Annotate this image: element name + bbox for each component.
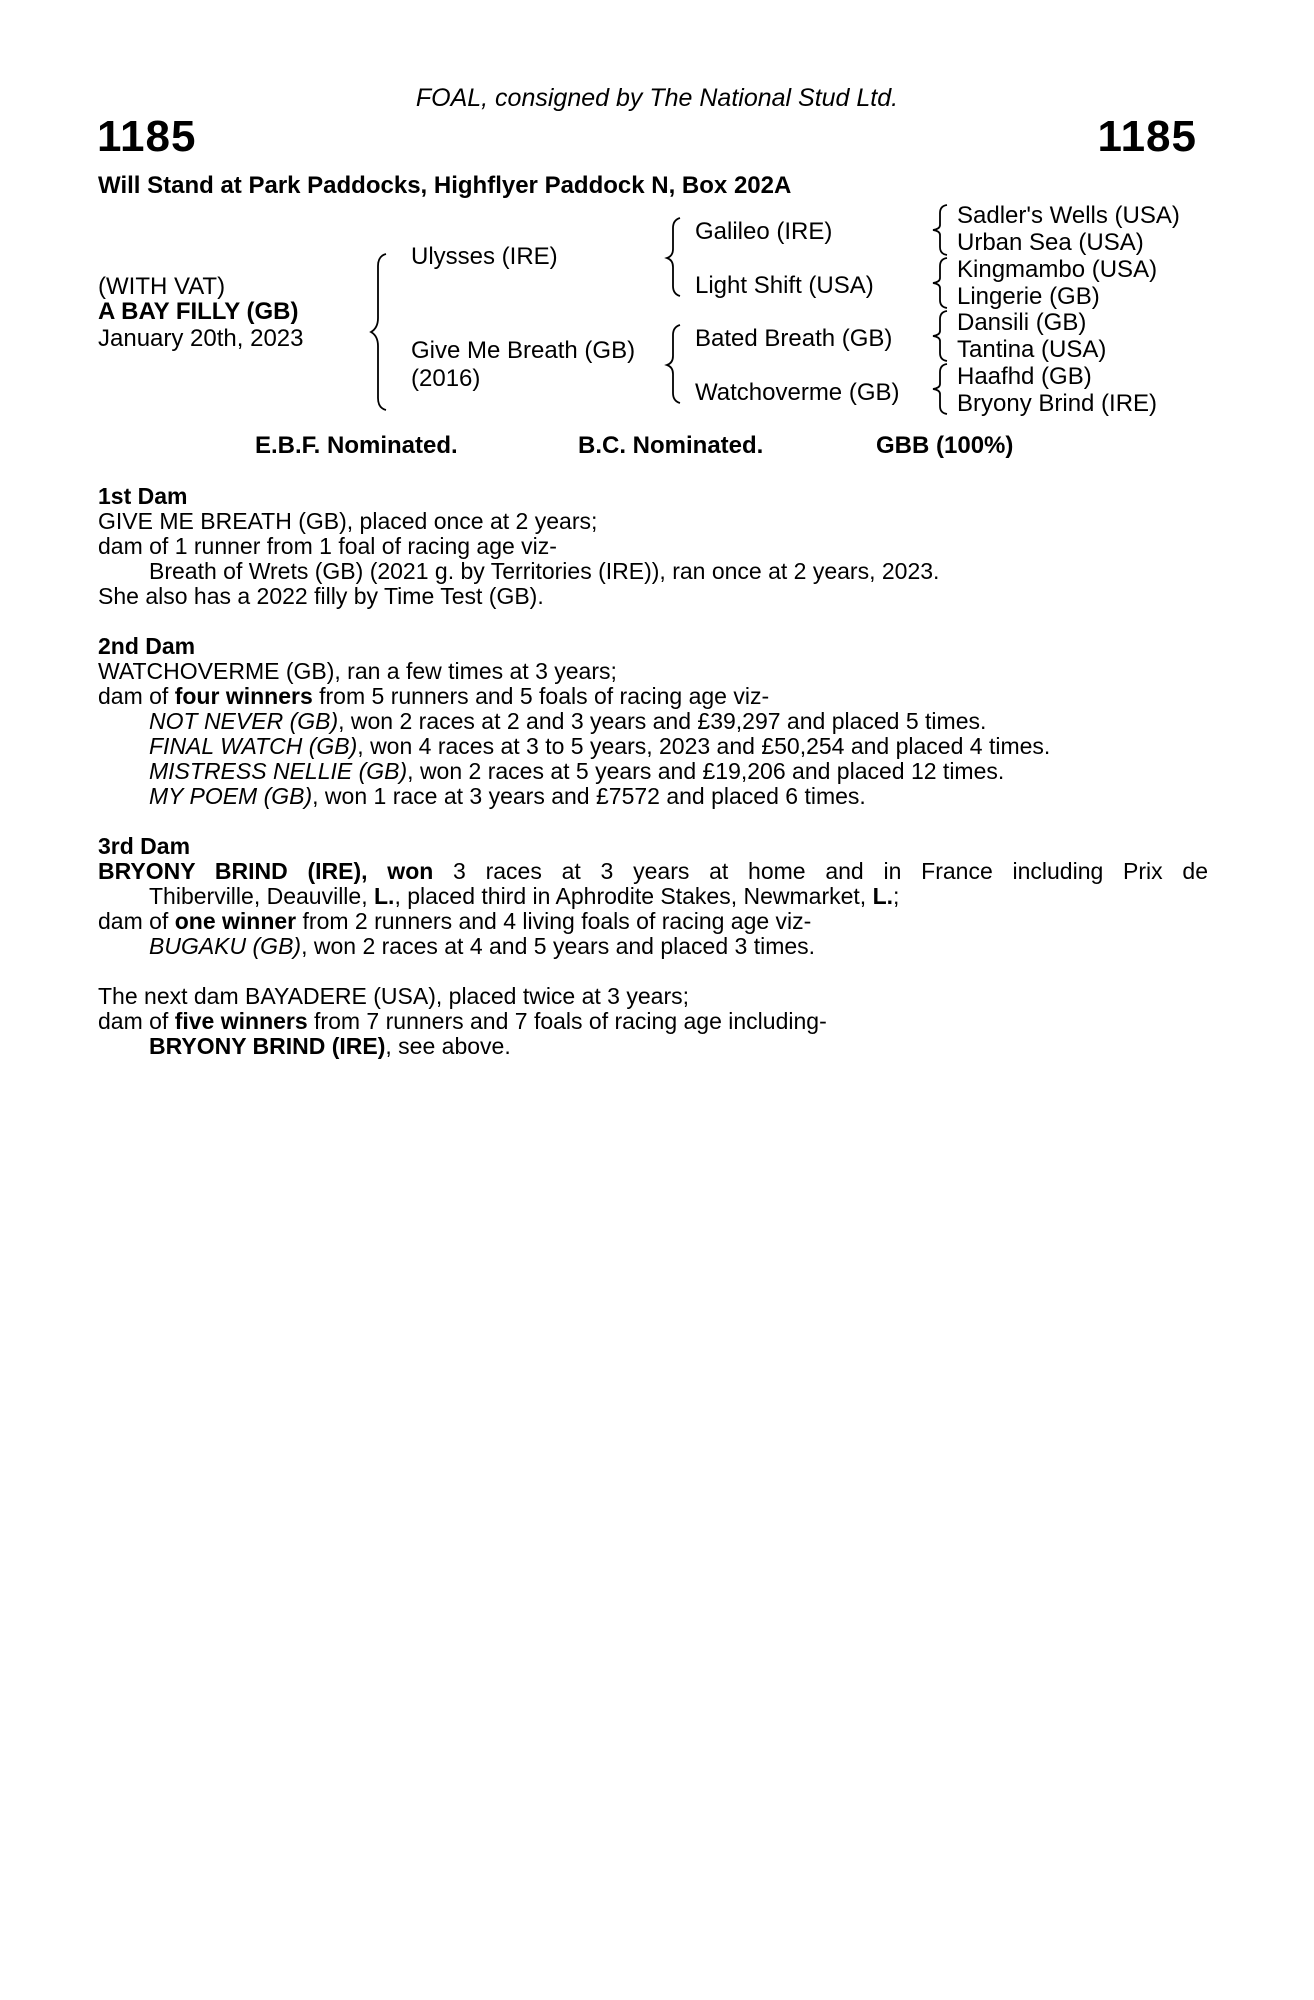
progeny-record: , won 1 race at 3 years and £7572 and placed 6 times.: [312, 783, 866, 809]
ggp-haafhd: Haafhd (GB): [957, 363, 1092, 390]
second-dam-heading: 2nd Dam: [98, 633, 196, 659]
sire: Ulysses (IRE): [411, 243, 558, 270]
stand-location: Will Stand at Park Paddocks, Highflyer Paddock N, Box 202A: [98, 172, 792, 199]
progeny-name: MISTRESS NELLIE (GB): [149, 758, 408, 784]
text: from 2 runners and 4 living foals of racing age viz-: [296, 908, 812, 934]
progeny-record: , won 2 races at 4 and 5 years and placed 3 times.: [301, 933, 816, 959]
first-dam-heading: 1st Dam: [98, 483, 188, 509]
progeny-record: , won 2 races at 5 years and £19,206 and placed 12 times.: [407, 758, 1005, 784]
pedigree-brace-4: [932, 203, 950, 257]
second-dam-line: [98, 684, 1208, 709]
third-dam-line: [98, 884, 1208, 909]
third-dam-heading: 3rd Dam: [98, 833, 191, 859]
pedigree-brace-2: [666, 216, 684, 298]
third-dam-line: [98, 859, 1208, 884]
winners-count: four winners: [174, 683, 313, 709]
consignment-line: FOAL, consigned by The National Stud Ltd.: [415, 84, 899, 112]
first-dam-line: dam of 1 runner from 1 foal of racing age viz-: [98, 533, 557, 559]
progeny-entry: [98, 934, 1208, 959]
sire-sire: Galileo (IRE): [695, 218, 833, 245]
progeny-entry: [98, 784, 1208, 809]
ggp-bryony-brind: Bryony Brind (IRE): [957, 390, 1158, 417]
progeny-name: MY POEM (GB): [149, 783, 313, 809]
text: Thiberville, Deauville,: [149, 883, 374, 909]
progeny-name: NOT NEVER (GB): [149, 708, 339, 734]
listed-marker: L.: [373, 883, 395, 909]
progeny-entry: [98, 759, 1208, 784]
foaling-date: January 20th, 2023: [98, 325, 304, 352]
pedigree-brace-1: [370, 252, 390, 412]
third-dam-name: BRYONY BRIND (IRE): [98, 858, 362, 884]
gbb-rating: GBB (100%): [876, 432, 1014, 459]
progeny-name: BUGAKU (GB): [149, 933, 302, 959]
first-dam-progeny: Breath of Wrets (GB) (2021 g. by Territories (IRE)), ran once at 2 years, 2023.: [149, 558, 940, 584]
text: 3 races at 3 years at home and in France including Prix de: [433, 858, 1208, 884]
dam-year: (2016): [411, 365, 481, 392]
pedigree-brace-5: [932, 256, 950, 310]
dam-dam: Watchoverme (GB): [695, 379, 900, 406]
text: dam of: [98, 908, 175, 934]
text: from 7 runners and 7 foals of racing age including-: [307, 1008, 827, 1034]
progeny-entry: [98, 709, 1208, 734]
next-dam-line: The next dam BAYADERE (USA), placed twice at 3 years;: [98, 983, 689, 1009]
ggp-tantina: Tantina (USA): [957, 336, 1107, 363]
progeny-name: BRYONY BRIND (IRE): [149, 1033, 386, 1059]
third-dam-line: [98, 909, 1208, 934]
pedigree-brace-3: [666, 323, 684, 405]
first-dam-line: GIVE ME BREATH (GB), placed once at 2 years;: [98, 508, 598, 534]
horse-name: A BAY FILLY (GB): [98, 298, 299, 325]
listed-marker: L.: [872, 883, 894, 909]
ggp-kingmambo: Kingmambo (USA): [957, 256, 1158, 283]
ggp-dansili: Dansili (GB): [957, 309, 1087, 336]
sire-dam: Light Shift (USA): [695, 272, 874, 299]
text: dam of: [98, 1008, 175, 1034]
dam-name: Give Me Breath (GB): [411, 337, 636, 364]
text: , see above.: [385, 1033, 511, 1059]
dam-sire: Bated Breath (GB): [695, 325, 893, 352]
next-dam-line: [98, 1009, 1208, 1034]
text: ;: [893, 883, 900, 909]
ggp-sadlers-wells: Sadler's Wells (USA): [957, 202, 1180, 229]
first-dam-section: [98, 484, 1208, 609]
ggp-lingerie: Lingerie (GB): [957, 283, 1100, 310]
progeny-entry: [98, 734, 1208, 759]
pedigree-brace-7: [932, 362, 950, 416]
second-dam-section: [98, 634, 1208, 809]
ggp-urban-sea: Urban Sea (USA): [957, 229, 1144, 256]
lot-number-right: 1185: [1097, 112, 1197, 161]
dam-details: [98, 484, 1208, 1084]
second-dam-line: WATCHOVERME (GB), ran a few times at 3 years;: [98, 658, 617, 684]
winners-count: one winner: [174, 908, 297, 934]
progeny-name: FINAL WATCH (GB): [149, 733, 358, 759]
bc-nomination: B.C. Nominated.: [578, 432, 764, 459]
next-dam-section: [98, 984, 1208, 1059]
progeny-record: , won 4 races at 3 to 5 years, 2023 and £50,254 and placed 4 times.: [357, 733, 1051, 759]
winners-count: five winners: [174, 1008, 308, 1034]
pedigree-brace-6: [932, 309, 950, 363]
text: from 5 runners and 5 foals of racing age viz-: [312, 683, 770, 709]
lot-number-left: 1185: [97, 112, 197, 161]
next-dam-line: [98, 1034, 1208, 1059]
text: , placed third in Aphrodite Stakes, Newmarket,: [394, 883, 873, 909]
vat-note: (WITH VAT): [98, 273, 226, 300]
text: , won: [361, 858, 434, 884]
ebf-nomination: E.B.F. Nominated.: [255, 432, 458, 459]
first-dam-line: She also has a 2022 filly by Time Test (GB).: [98, 583, 544, 609]
progeny-record: , won 2 races at 2 and 3 years and £39,297 and placed 5 times.: [338, 708, 987, 734]
third-dam-section: [98, 834, 1208, 959]
text: dam of: [98, 683, 175, 709]
